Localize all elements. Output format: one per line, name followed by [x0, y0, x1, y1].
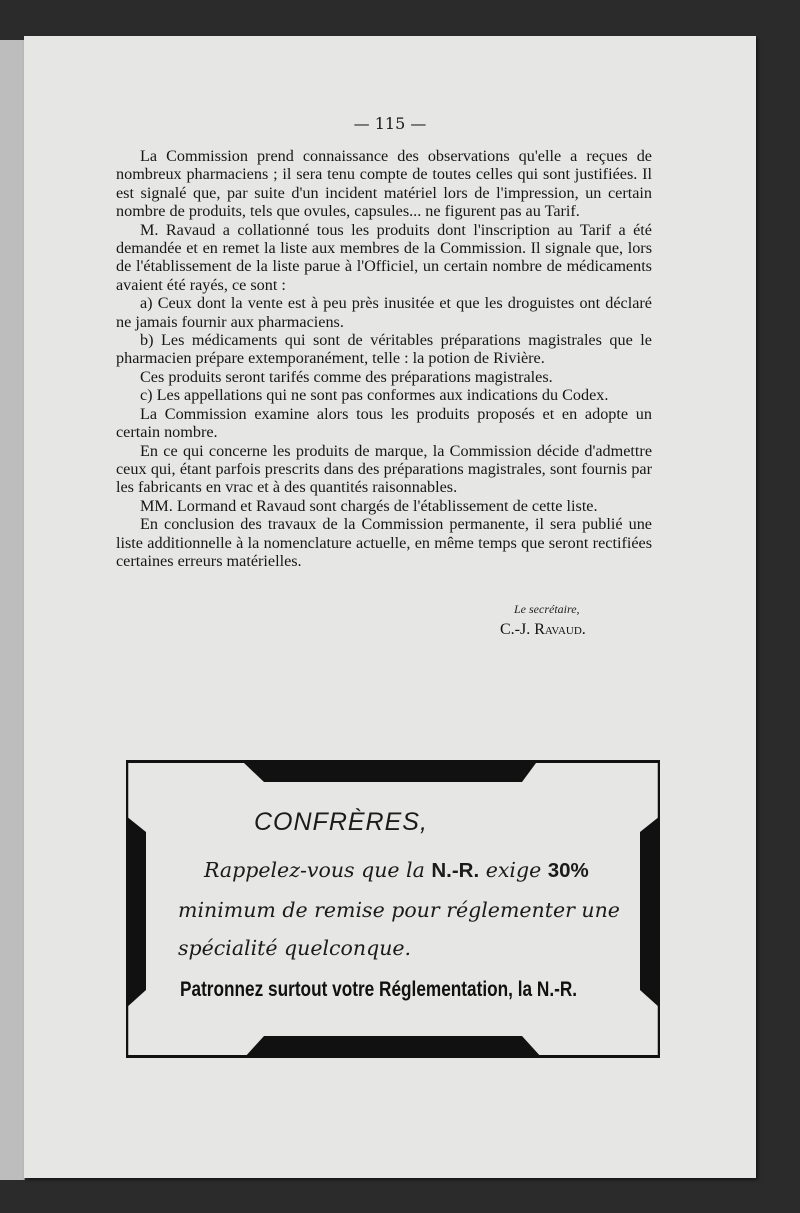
signature-label: Le secrétaire,	[514, 602, 580, 616]
previous-page-edge	[0, 40, 25, 1180]
paragraph-8: En ce qui concerne les produits de marque, la Commission décide d'admettre ceux qui, étant parfois prescrits dans des préparations magistrales, sont fournis par les fabricants en vrac et à des quantités raisonnables.	[116, 441, 652, 497]
advert-percent: 30%	[547, 859, 589, 882]
paragraph-1: La Commission prend connaissance des observations qu'elle a reçues de nombreux pharmaciens ; il sera tenu compte de toutes celles qui sont justifiées. Il est signalé que, par suite d'un incident matériel lors de l'impression, un certain nombre de produits, tels que ovules, capsules... ne figurent pas au Tarif.	[116, 147, 652, 221]
advert-line-1-exige: exige	[479, 858, 548, 882]
paragraph-10: En conclusion des travaux de la Commission permanente, il sera publié une liste additionnelle à la nomenclature actuelle, en même temps que seront rectifiées certaines erreurs matérielles.	[116, 515, 652, 570]
paragraph-7: La Commission examine alors tous les produits proposés et en adopte un certain nombre.	[116, 404, 652, 442]
advert-line-1	[204, 858, 589, 883]
advert-footer: Patronnez surtout votre Réglementation, la N.-R.	[180, 978, 578, 1001]
paragraph-5: Ces produits seront tarifés comme des préparations magistrales.	[140, 367, 553, 386]
advert-line-3: spécialité quelconque.	[178, 936, 412, 960]
paragraph-2: M. Ravaud a collationné tous les produits dont l'inscription au Tarif a été demandée et en remet la liste aux membres de la Commission. Il signale que, lors de l'établissement de la liste parue à l'Officiel, un certain nombre de médicaments avaient été rayés, ce sont :	[116, 220, 652, 294]
advert-line-2: minimum de remise pour réglementer une	[178, 898, 620, 922]
advert-line-1-text: Rappelez-vous que la	[204, 858, 432, 882]
page-number: — 115 —	[353, 114, 427, 133]
advertisement-box	[126, 760, 660, 1058]
advert-title: CONFRÈRES,	[254, 808, 428, 836]
advert-nr: N.-R.	[431, 859, 480, 882]
page	[24, 36, 756, 1178]
body-text	[116, 147, 652, 570]
signature-name: C.-J. Ravaud.	[500, 621, 586, 638]
paragraph-3: a) Ceux dont la vente est à peu près inusitée et que les droguistes ont déclaré ne jamais fournir aux pharmaciens.	[116, 294, 652, 331]
paragraph-9: MM. Lormand et Ravaud sont chargés de l'établissement de cette liste.	[140, 496, 598, 515]
paragraph-6: c) Les appellations qui ne sont pas conformes aux indications du Codex.	[140, 386, 609, 405]
paragraph-4: b) Les médicaments qui sont de véritables préparations magistrales que le pharmacien prépare extemporanément, telle : la potion de Rivière.	[116, 331, 652, 368]
